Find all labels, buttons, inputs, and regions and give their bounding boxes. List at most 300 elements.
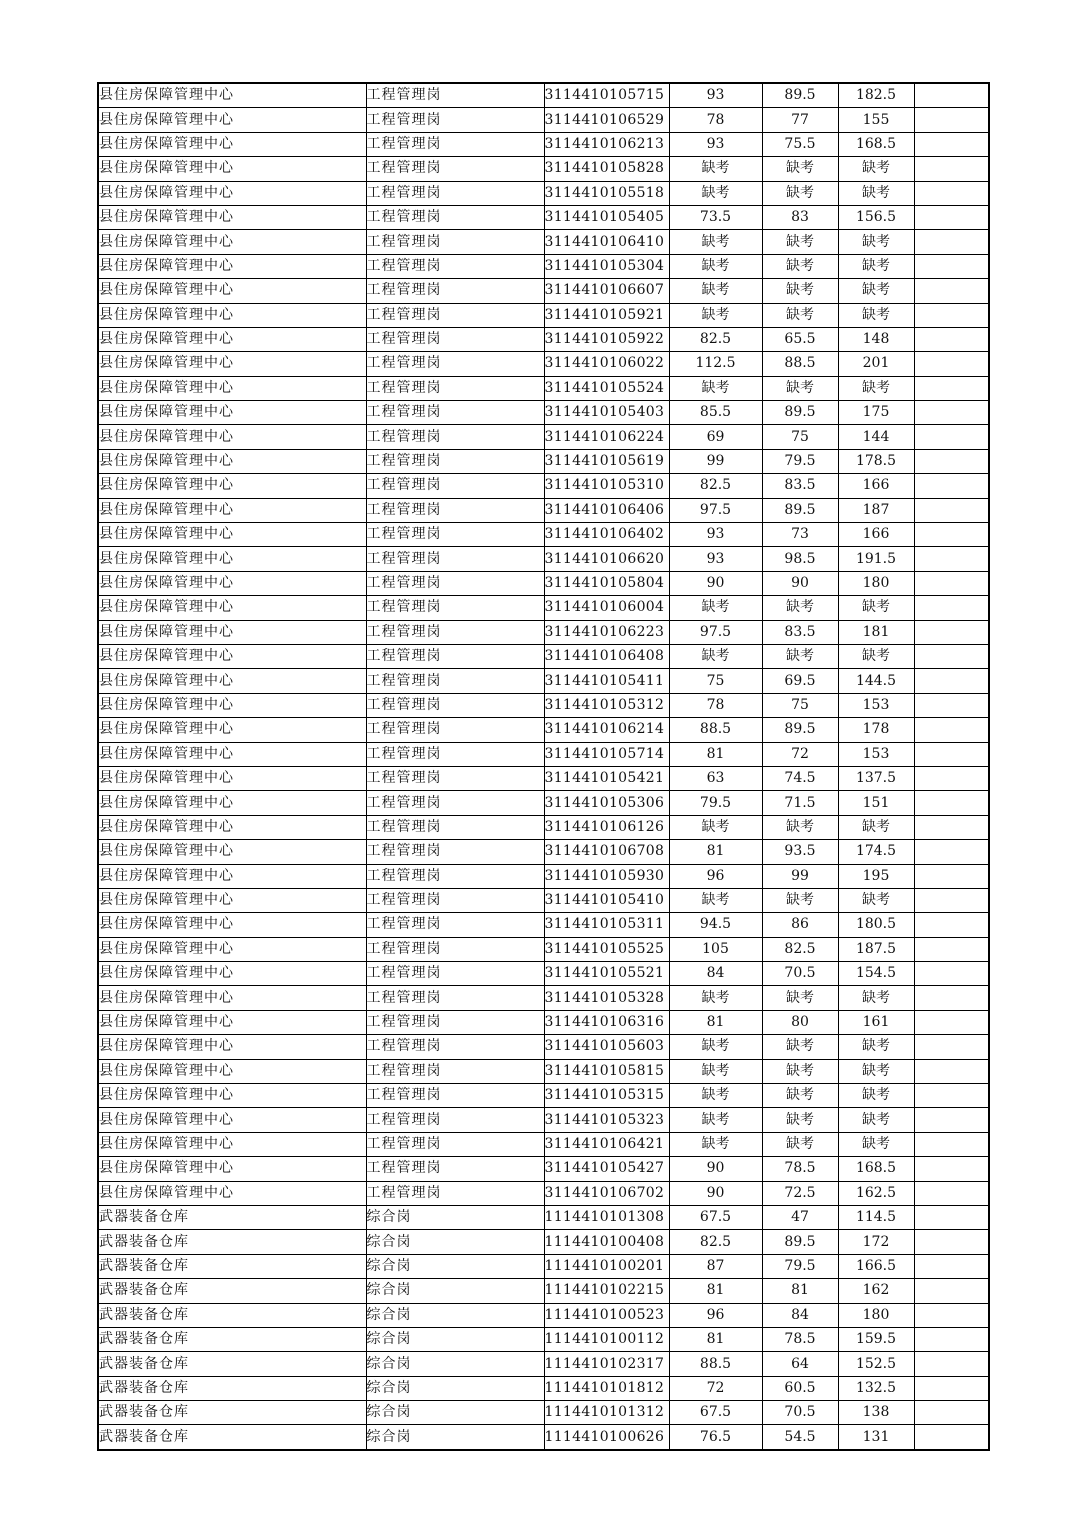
table-row [98,888,989,912]
total-score-cell: 缺考 [838,815,914,839]
total-score-cell: 162 [838,1279,914,1303]
position-cell: 综合岗 [366,1254,544,1278]
score-2-cell: 47 [762,1205,838,1229]
score-2-cell: 73 [762,523,838,547]
total-score-cell: 缺考 [838,157,914,181]
remark-cell [914,864,989,888]
score-2-cell: 84 [762,1303,838,1327]
score-2-cell: 78.5 [762,1157,838,1181]
unit-cell: 县住房保障管理中心 [98,1181,366,1205]
unit-cell: 县住房保障管理中心 [98,669,366,693]
table-body [98,83,989,1450]
total-score-cell: 138 [838,1401,914,1425]
score-2-cell: 65.5 [762,327,838,351]
total-score-cell: 178.5 [838,449,914,473]
unit-cell: 县住房保障管理中心 [98,132,366,156]
score-1-cell: 79.5 [669,791,762,815]
remark-cell [914,1254,989,1278]
score-2-cell: 83.5 [762,474,838,498]
position-cell: 工程管理岗 [366,425,544,449]
unit-cell: 武器装备仓库 [98,1254,366,1278]
remark-cell [914,1084,989,1108]
table-row [98,108,989,132]
table-row [98,1254,989,1278]
table-row [98,352,989,376]
table-row [98,1157,989,1181]
score-2-cell: 80 [762,1010,838,1034]
table-row [98,1401,989,1425]
score-2-cell: 89.5 [762,718,838,742]
exam-id-cell: 3114410106702 [544,1181,669,1205]
table-row [98,523,989,547]
unit-cell: 县住房保障管理中心 [98,108,366,132]
exam-id-cell: 3114410105410 [544,888,669,912]
remark-cell [914,449,989,473]
remark-cell [914,913,989,937]
remark-cell [914,1157,989,1181]
total-score-cell: 131 [838,1425,914,1450]
score-1-cell: 112.5 [669,352,762,376]
unit-cell: 武器装备仓库 [98,1303,366,1327]
exam-id-cell: 1114410101308 [544,1205,669,1229]
position-cell: 工程管理岗 [366,669,544,693]
total-score-cell: 180 [838,571,914,595]
position-cell: 工程管理岗 [366,1132,544,1156]
exam-id-cell: 1114410100408 [544,1230,669,1254]
score-1-cell: 88.5 [669,718,762,742]
exam-id-cell: 3114410106620 [544,547,669,571]
total-score-cell: 191.5 [838,547,914,571]
position-cell: 工程管理岗 [366,132,544,156]
table-row [98,205,989,229]
score-2-cell: 缺考 [762,181,838,205]
table-row [98,571,989,595]
unit-cell: 县住房保障管理中心 [98,83,366,108]
total-score-cell: 182.5 [838,83,914,108]
score-2-cell: 89.5 [762,1230,838,1254]
unit-cell: 县住房保障管理中心 [98,327,366,351]
score-2-cell: 60.5 [762,1376,838,1400]
total-score-cell: 153 [838,693,914,717]
score-1-cell: 90 [669,1157,762,1181]
table-row [98,425,989,449]
exam-id-cell: 3114410106316 [544,1010,669,1034]
remark-cell [914,108,989,132]
remark-cell [914,1059,989,1083]
position-cell: 工程管理岗 [366,718,544,742]
total-score-cell: 154.5 [838,962,914,986]
table-row [98,303,989,327]
unit-cell: 县住房保障管理中心 [98,1108,366,1132]
remark-cell [914,718,989,742]
table-row [98,1132,989,1156]
total-score-cell: 137.5 [838,766,914,790]
total-score-cell: 168.5 [838,132,914,156]
unit-cell: 武器装备仓库 [98,1352,366,1376]
remark-cell [914,474,989,498]
table-row [98,376,989,400]
score-1-cell: 82.5 [669,1230,762,1254]
score-2-cell: 93.5 [762,840,838,864]
exam-id-cell: 3114410105619 [544,449,669,473]
remark-cell [914,498,989,522]
exam-id-cell: 3114410105714 [544,742,669,766]
score-2-cell: 82.5 [762,937,838,961]
total-score-cell: 缺考 [838,644,914,668]
score-1-cell: 缺考 [669,181,762,205]
position-cell: 工程管理岗 [366,376,544,400]
score-2-cell: 71.5 [762,791,838,815]
score-1-cell: 93 [669,132,762,156]
unit-cell: 县住房保障管理中心 [98,1010,366,1034]
score-1-cell: 78 [669,108,762,132]
unit-cell: 县住房保障管理中心 [98,620,366,644]
remark-cell [914,644,989,668]
position-cell: 工程管理岗 [366,962,544,986]
table-row [98,620,989,644]
remark-cell [914,937,989,961]
score-2-cell: 64 [762,1352,838,1376]
position-cell: 工程管理岗 [366,1059,544,1083]
score-2-cell: 72 [762,742,838,766]
score-1-cell: 72 [669,1376,762,1400]
unit-cell: 武器装备仓库 [98,1425,366,1450]
unit-cell: 县住房保障管理中心 [98,571,366,595]
exam-id-cell: 3114410105715 [544,83,669,108]
score-2-cell: 缺考 [762,230,838,254]
position-cell: 工程管理岗 [366,1010,544,1034]
table-row [98,693,989,717]
remark-cell [914,181,989,205]
exam-id-cell: 3114410105930 [544,864,669,888]
position-cell: 工程管理岗 [366,1157,544,1181]
exam-id-cell: 3114410106004 [544,596,669,620]
position-cell: 工程管理岗 [366,523,544,547]
table-row [98,1084,989,1108]
score-1-cell: 81 [669,742,762,766]
score-1-cell: 缺考 [669,888,762,912]
score-2-cell: 83.5 [762,620,838,644]
position-cell: 工程管理岗 [366,1035,544,1059]
position-cell: 综合岗 [366,1425,544,1450]
exam-id-cell: 3114410106406 [544,498,669,522]
table-row [98,1059,989,1083]
total-score-cell: 144.5 [838,669,914,693]
table-row [98,1425,989,1450]
position-cell: 工程管理岗 [366,913,544,937]
exam-id-cell: 1114410100112 [544,1327,669,1351]
total-score-cell: 151 [838,791,914,815]
position-cell: 工程管理岗 [366,83,544,108]
position-cell: 工程管理岗 [366,401,544,425]
remark-cell [914,1010,989,1034]
position-cell: 工程管理岗 [366,840,544,864]
score-1-cell: 81 [669,1327,762,1351]
total-score-cell: 缺考 [838,1059,914,1083]
table-row [98,718,989,742]
score-2-cell: 89.5 [762,401,838,425]
total-score-cell: 195 [838,864,914,888]
score-2-cell: 缺考 [762,157,838,181]
unit-cell: 县住房保障管理中心 [98,815,366,839]
table-row [98,401,989,425]
exam-id-cell: 3114410106126 [544,815,669,839]
score-1-cell: 96 [669,1303,762,1327]
position-cell: 工程管理岗 [366,327,544,351]
total-score-cell: 166.5 [838,1254,914,1278]
score-2-cell: 77 [762,108,838,132]
total-score-cell: 172 [838,1230,914,1254]
remark-cell [914,766,989,790]
exam-id-cell: 3114410105310 [544,474,669,498]
table-row [98,1010,989,1034]
unit-cell: 县住房保障管理中心 [98,864,366,888]
total-score-cell: 187.5 [838,937,914,961]
remark-cell [914,327,989,351]
score-1-cell: 69 [669,425,762,449]
table-row [98,644,989,668]
position-cell: 工程管理岗 [366,937,544,961]
position-cell: 综合岗 [366,1352,544,1376]
exam-id-cell: 3114410105311 [544,913,669,937]
exam-id-cell: 3114410105922 [544,327,669,351]
remark-cell [914,596,989,620]
position-cell: 工程管理岗 [366,474,544,498]
exam-id-cell: 3114410106022 [544,352,669,376]
table-row [98,1181,989,1205]
unit-cell: 县住房保障管理中心 [98,205,366,229]
position-cell: 工程管理岗 [366,279,544,303]
exam-id-cell: 3114410105306 [544,791,669,815]
position-cell: 工程管理岗 [366,571,544,595]
score-2-cell: 缺考 [762,1084,838,1108]
remark-cell [914,1181,989,1205]
score-2-cell: 75 [762,425,838,449]
score-2-cell: 缺考 [762,888,838,912]
score-1-cell: 缺考 [669,1084,762,1108]
position-cell: 工程管理岗 [366,157,544,181]
score-1-cell: 缺考 [669,644,762,668]
unit-cell: 县住房保障管理中心 [98,474,366,498]
score-1-cell: 97.5 [669,620,762,644]
score-1-cell: 99 [669,449,762,473]
exam-id-cell: 3114410106213 [544,132,669,156]
score-1-cell: 96 [669,864,762,888]
total-score-cell: 166 [838,474,914,498]
position-cell: 综合岗 [366,1327,544,1351]
score-1-cell: 81 [669,840,762,864]
table-row [98,1230,989,1254]
exam-id-cell: 3114410105921 [544,303,669,327]
total-score-cell: 缺考 [838,279,914,303]
table-row [98,766,989,790]
remark-cell [914,840,989,864]
unit-cell: 武器装备仓库 [98,1401,366,1425]
unit-cell: 县住房保障管理中心 [98,718,366,742]
position-cell: 工程管理岗 [366,815,544,839]
table-row [98,962,989,986]
total-score-cell: 148 [838,327,914,351]
exam-id-cell: 1114410100201 [544,1254,669,1278]
table-row [98,937,989,961]
score-1-cell: 105 [669,937,762,961]
remark-cell [914,279,989,303]
total-score-cell: 174.5 [838,840,914,864]
remark-cell [914,1279,989,1303]
position-cell: 工程管理岗 [366,1181,544,1205]
remark-cell [914,986,989,1010]
score-1-cell: 缺考 [669,254,762,278]
remark-cell [914,620,989,644]
unit-cell: 县住房保障管理中心 [98,962,366,986]
remark-cell [914,205,989,229]
remark-cell [914,1230,989,1254]
unit-cell: 武器装备仓库 [98,1279,366,1303]
table-row [98,254,989,278]
score-1-cell: 75 [669,669,762,693]
remark-cell [914,1205,989,1229]
unit-cell: 县住房保障管理中心 [98,523,366,547]
score-1-cell: 93 [669,547,762,571]
position-cell: 工程管理岗 [366,766,544,790]
position-cell: 综合岗 [366,1279,544,1303]
remark-cell [914,1303,989,1327]
exam-id-cell: 3114410105603 [544,1035,669,1059]
table-row [98,1035,989,1059]
unit-cell: 县住房保障管理中心 [98,1157,366,1181]
total-score-cell: 153 [838,742,914,766]
position-cell: 工程管理岗 [366,1084,544,1108]
score-1-cell: 73.5 [669,205,762,229]
exam-id-cell: 3114410105518 [544,181,669,205]
score-2-cell: 70.5 [762,962,838,986]
total-score-cell: 180 [838,1303,914,1327]
total-score-cell: 114.5 [838,1205,914,1229]
score-2-cell: 81 [762,1279,838,1303]
score-2-cell: 79.5 [762,1254,838,1278]
score-1-cell: 67.5 [669,1205,762,1229]
score-1-cell: 81 [669,1010,762,1034]
table-row [98,1279,989,1303]
score-2-cell: 缺考 [762,1108,838,1132]
score-2-cell: 缺考 [762,644,838,668]
exam-id-cell: 3114410105421 [544,766,669,790]
unit-cell: 县住房保障管理中心 [98,1132,366,1156]
score-1-cell: 缺考 [669,815,762,839]
position-cell: 工程管理岗 [366,547,544,571]
exam-id-cell: 3114410105312 [544,693,669,717]
exam-id-cell: 1114410102215 [544,1279,669,1303]
total-score-cell: 161 [838,1010,914,1034]
unit-cell: 县住房保障管理中心 [98,303,366,327]
score-2-cell: 72.5 [762,1181,838,1205]
remark-cell [914,83,989,108]
total-score-cell: 152.5 [838,1352,914,1376]
table-row [98,157,989,181]
total-score-cell: 166 [838,523,914,547]
position-cell: 工程管理岗 [366,1108,544,1132]
remark-cell [914,352,989,376]
position-cell: 工程管理岗 [366,181,544,205]
position-cell: 工程管理岗 [366,108,544,132]
score-1-cell: 缺考 [669,986,762,1010]
score-1-cell: 缺考 [669,230,762,254]
score-2-cell: 89.5 [762,498,838,522]
unit-cell: 县住房保障管理中心 [98,254,366,278]
position-cell: 工程管理岗 [366,596,544,620]
table-row [98,498,989,522]
exam-id-cell: 3114410106223 [544,620,669,644]
unit-cell: 县住房保障管理中心 [98,596,366,620]
unit-cell: 县住房保障管理中心 [98,449,366,473]
exam-id-cell: 3114410105323 [544,1108,669,1132]
exam-id-cell: 3114410106421 [544,1132,669,1156]
unit-cell: 县住房保障管理中心 [98,279,366,303]
remark-cell [914,888,989,912]
exam-id-cell: 3114410105524 [544,376,669,400]
remark-cell [914,132,989,156]
total-score-cell: 缺考 [838,1035,914,1059]
table-row [98,864,989,888]
score-2-cell: 缺考 [762,1059,838,1083]
score-1-cell: 93 [669,523,762,547]
remark-cell [914,815,989,839]
remark-cell [914,523,989,547]
exam-id-cell: 3114410105304 [544,254,669,278]
position-cell: 工程管理岗 [366,791,544,815]
total-score-cell: 159.5 [838,1327,914,1351]
position-cell: 综合岗 [366,1401,544,1425]
position-cell: 工程管理岗 [366,352,544,376]
unit-cell: 县住房保障管理中心 [98,230,366,254]
unit-cell: 武器装备仓库 [98,1376,366,1400]
score-2-cell: 缺考 [762,279,838,303]
position-cell: 工程管理岗 [366,449,544,473]
table-row [98,669,989,693]
total-score-cell: 144 [838,425,914,449]
score-2-cell: 86 [762,913,838,937]
score-1-cell: 76.5 [669,1425,762,1450]
table-row [98,1352,989,1376]
total-score-cell: 缺考 [838,596,914,620]
unit-cell: 县住房保障管理中心 [98,181,366,205]
score-1-cell: 87 [669,1254,762,1278]
exam-id-cell: 1114410102317 [544,1352,669,1376]
position-cell: 工程管理岗 [366,693,544,717]
exam-id-cell: 3114410105804 [544,571,669,595]
exam-id-cell: 3114410105403 [544,401,669,425]
exam-id-cell: 3114410106708 [544,840,669,864]
score-1-cell: 88.5 [669,1352,762,1376]
exam-id-cell: 1114410101812 [544,1376,669,1400]
table-row [98,913,989,937]
total-score-cell: 156.5 [838,205,914,229]
exam-id-cell: 3114410106607 [544,279,669,303]
position-cell: 工程管理岗 [366,303,544,327]
table-row [98,1205,989,1229]
total-score-cell: 155 [838,108,914,132]
score-2-cell: 98.5 [762,547,838,571]
unit-cell: 武器装备仓库 [98,1230,366,1254]
position-cell: 工程管理岗 [366,230,544,254]
total-score-cell: 缺考 [838,230,914,254]
score-2-cell: 缺考 [762,1035,838,1059]
position-cell: 综合岗 [366,1205,544,1229]
unit-cell: 县住房保障管理中心 [98,644,366,668]
unit-cell: 县住房保障管理中心 [98,157,366,181]
unit-cell: 县住房保障管理中心 [98,1084,366,1108]
score-2-cell: 54.5 [762,1425,838,1450]
